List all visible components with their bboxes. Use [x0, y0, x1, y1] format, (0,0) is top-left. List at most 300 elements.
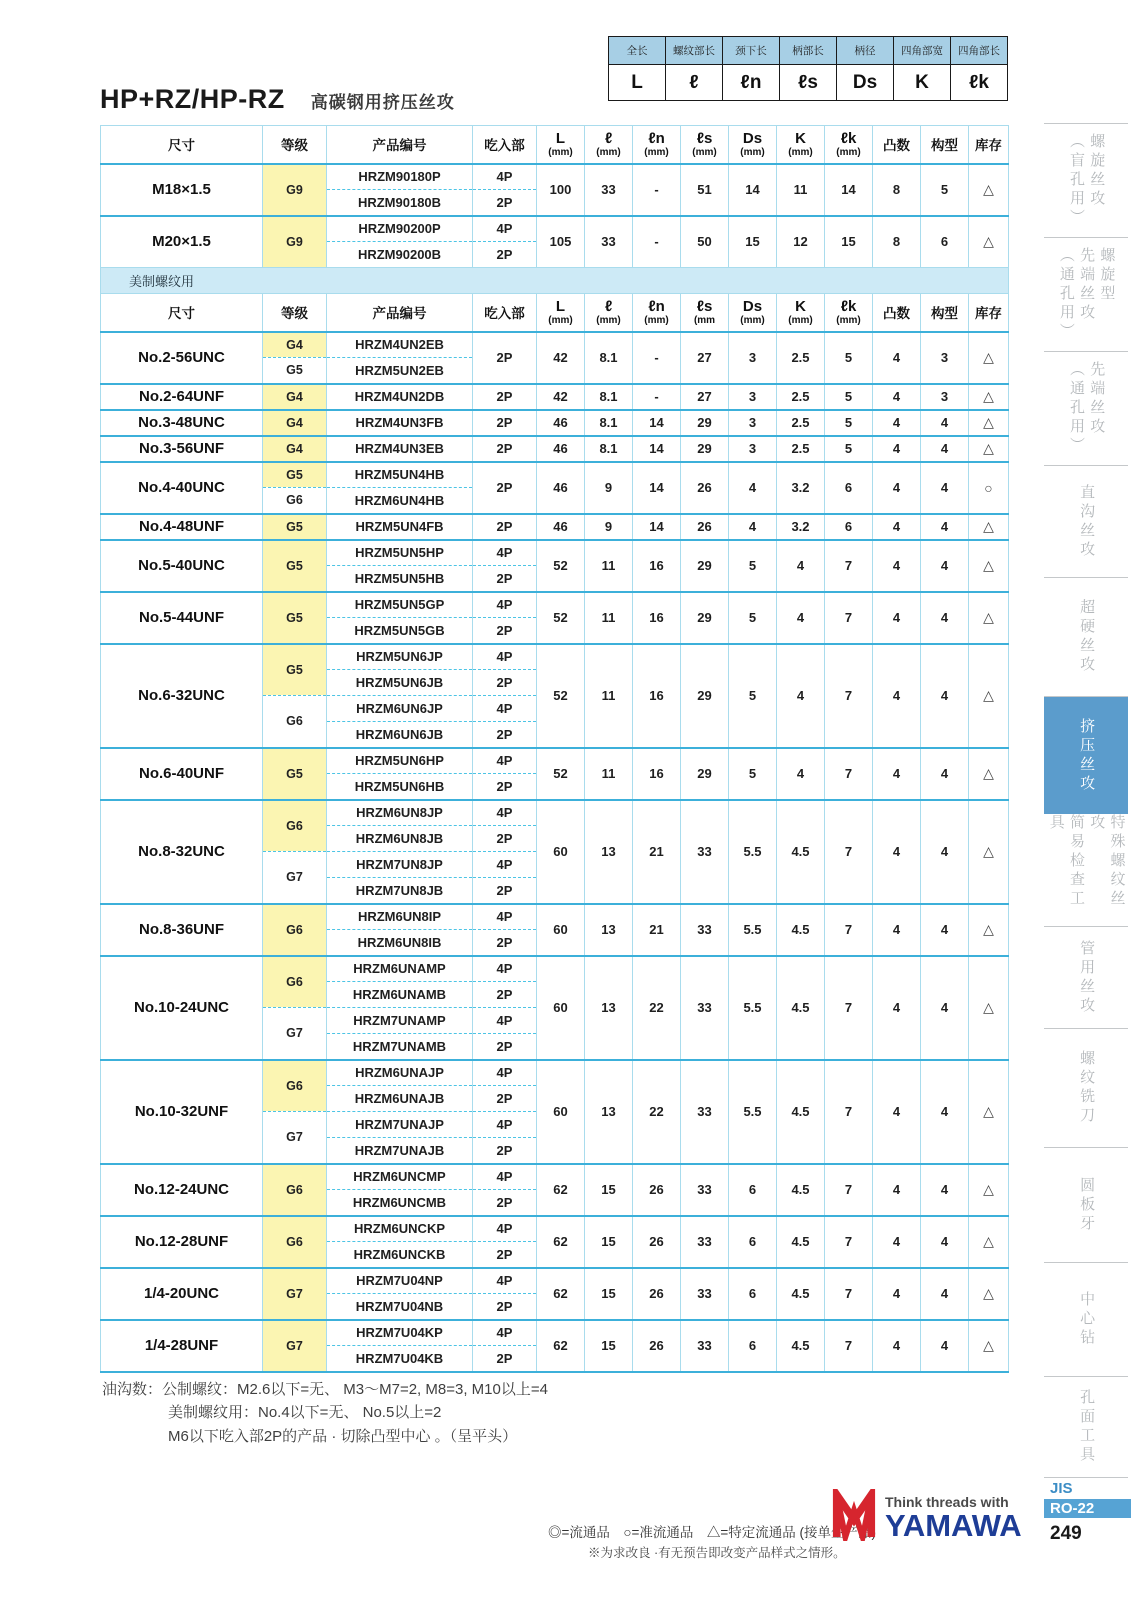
- product-row: [101, 904, 1009, 930]
- product-code-cell: HRZM90200B: [327, 242, 473, 268]
- spec-value-cell: 16: [633, 748, 681, 800]
- spec-value-cell: 5.5: [729, 800, 777, 904]
- stock-cell: △: [969, 644, 1009, 748]
- spec-header-row: [101, 126, 1009, 164]
- product-code-cell: HRZM5UN6HP: [327, 748, 473, 774]
- product-row: [101, 410, 1009, 436]
- product-code-cell: HRZM6UNCMB: [327, 1190, 473, 1216]
- spec-value-cell: 4: [921, 410, 969, 436]
- spec-value-cell: 3: [729, 410, 777, 436]
- col-header-chamfer: 吃入部: [473, 126, 537, 164]
- spec-value-cell: 22: [633, 1060, 681, 1164]
- sidebar-tab-11: [1044, 1377, 1128, 1478]
- metric-unit: (mm): [740, 146, 765, 158]
- spec-value-cell: 7: [825, 592, 873, 644]
- grade-cell: G7: [263, 1268, 327, 1320]
- chamfer-cell: 2P: [473, 1190, 537, 1216]
- metric-unit: (mm): [740, 314, 765, 326]
- spec-value-cell: 4: [777, 592, 825, 644]
- product-code-cell: HRZM6UN8JP: [327, 800, 473, 826]
- legend-symbol-cell: ℓ: [666, 65, 723, 101]
- spec-value-cell: 14: [633, 436, 681, 462]
- stock-cell: △: [969, 1268, 1009, 1320]
- chamfer-cell: 2P: [473, 982, 537, 1008]
- brand-text: [885, 1493, 1022, 1544]
- grade-cell: G6: [263, 800, 327, 852]
- legend-symbol-cell: Ds: [837, 65, 894, 101]
- spec-value-cell: 15: [585, 1268, 633, 1320]
- yamawa-monogram-icon: [831, 1489, 877, 1546]
- spec-value-cell: 6: [729, 1164, 777, 1216]
- metric-unit: (mm): [788, 146, 813, 158]
- product-code-cell: HRZM6UNAMB: [327, 982, 473, 1008]
- footnote-line: 美制螺纹用：No.4以下=无、 No.5以上=2: [168, 1404, 442, 1422]
- spec-value-cell: 46: [537, 436, 585, 462]
- sidebar-tab-label: 挤压丝攻: [1078, 717, 1096, 794]
- chamfer-cell: 4P: [473, 904, 537, 930]
- sidebar-tab-label: 螺旋型 先端丝攻 （通孔用）: [1057, 247, 1116, 342]
- col-header-size: 尺寸: [101, 294, 263, 332]
- chamfer-cell: 2P: [473, 410, 537, 436]
- chamfer-cell: 2P: [473, 618, 537, 644]
- spec-value-cell: 26: [633, 1268, 681, 1320]
- legend-symbol-cell: L: [609, 65, 666, 101]
- stock-cell: △: [969, 592, 1009, 644]
- spec-value-cell: 60: [537, 1060, 585, 1164]
- col-header-metric: [777, 126, 825, 164]
- chamfer-cell: 4P: [473, 1112, 537, 1138]
- size-cell: No.6-40UNF: [101, 748, 263, 800]
- spec-value-cell: 105: [537, 216, 585, 268]
- metric-unit: (mm: [693, 314, 716, 326]
- sidebar-tab-label: 直沟丝攻: [1078, 483, 1096, 560]
- stock-cell: △: [969, 956, 1009, 1060]
- spec-value-cell: 7: [825, 1060, 873, 1164]
- page-title: [100, 84, 455, 115]
- spec-value-cell: 4: [873, 540, 921, 592]
- spec-value-cell: 4: [873, 1268, 921, 1320]
- stock-cell: △: [969, 1164, 1009, 1216]
- stock-cell: △: [969, 514, 1009, 540]
- size-cell: 1/4-20UNC: [101, 1268, 263, 1320]
- product-row: [101, 1216, 1009, 1242]
- spec-value-cell: 15: [585, 1320, 633, 1372]
- metric-symbol: ℓs: [696, 130, 713, 147]
- chamfer-cell: 4P: [473, 852, 537, 878]
- product-code-cell: HRZM7UNAJP: [327, 1112, 473, 1138]
- spec-value-cell: 4: [921, 904, 969, 956]
- spec-value-cell: 14: [633, 514, 681, 540]
- spec-value-cell: 42: [537, 384, 585, 410]
- spec-value-cell: 2.5: [777, 332, 825, 384]
- size-cell: No.2-56UNC: [101, 332, 263, 384]
- stock-cell: △: [969, 904, 1009, 956]
- chamfer-cell: 2P: [473, 1346, 537, 1372]
- grade-cell: G6: [263, 488, 327, 514]
- spec-value-cell: 3.2: [777, 462, 825, 514]
- spec-value-cell: 11: [777, 164, 825, 216]
- chamfer-cell: 4P: [473, 1008, 537, 1034]
- spec-value-cell: 7: [825, 904, 873, 956]
- spec-value-cell: 46: [537, 410, 585, 436]
- spec-value-cell: 62: [537, 1164, 585, 1216]
- spec-value-cell: 5: [825, 436, 873, 462]
- col-header-metric: [537, 126, 585, 164]
- spec-value-cell: 60: [537, 904, 585, 956]
- product-code-cell: HRZM6UNCKB: [327, 1242, 473, 1268]
- product-row: [101, 592, 1009, 618]
- spec-value-cell: 5.5: [729, 1060, 777, 1164]
- spec-value-cell: 6: [825, 514, 873, 540]
- spec-value-cell: 29: [681, 540, 729, 592]
- legend-label-cell: 全长: [609, 37, 666, 65]
- spec-value-cell: 4.5: [777, 1320, 825, 1372]
- product-row: [101, 384, 1009, 410]
- spec-value-cell: 4: [873, 436, 921, 462]
- size-cell: 1/4-28UNF: [101, 1320, 263, 1372]
- product-spec-table: [100, 125, 1009, 1373]
- chamfer-cell: 2P: [473, 722, 537, 748]
- product-row: [101, 1060, 1009, 1086]
- spec-value-cell: 46: [537, 462, 585, 514]
- spec-value-cell: 62: [537, 1320, 585, 1372]
- grade-cell: G6: [263, 1060, 327, 1112]
- product-code-cell: HRZM7U04KB: [327, 1346, 473, 1372]
- spec-value-cell: 5: [825, 384, 873, 410]
- chamfer-cell: 4P: [473, 164, 537, 190]
- grade-cell: G7: [263, 1008, 327, 1060]
- grade-cell: G5: [263, 462, 327, 488]
- spec-value-cell: -: [633, 164, 681, 216]
- product-row: [101, 462, 1009, 488]
- spec-value-cell: 13: [585, 800, 633, 904]
- spec-value-cell: -: [633, 332, 681, 384]
- spec-value-cell: 11: [585, 592, 633, 644]
- product-model-title: HP+RZ/HP-RZ: [100, 84, 285, 114]
- col-header-stock: 库存: [969, 294, 1009, 332]
- metric-symbol: Ds: [742, 130, 763, 147]
- spec-value-cell: 4: [873, 956, 921, 1060]
- spec-value-cell: 4: [873, 748, 921, 800]
- chamfer-cell: 2P: [473, 384, 537, 410]
- metric-symbol: ℓ: [604, 298, 613, 315]
- spec-value-cell: 4.5: [777, 904, 825, 956]
- product-row: [101, 540, 1009, 566]
- product-code-cell: HRZM6UNAJP: [327, 1060, 473, 1086]
- dimension-legend-table: [608, 36, 1008, 101]
- brand-tagline: Think threads with: [885, 1493, 1009, 1510]
- product-code-cell: HRZM5UN6HB: [327, 774, 473, 800]
- product-code-cell: HRZM6UN4HB: [327, 488, 473, 514]
- col-header-metric: [729, 294, 777, 332]
- grade-cell: G5: [263, 748, 327, 800]
- chamfer-cell: 4P: [473, 1320, 537, 1346]
- sidebar-tab-label: 特殊螺纹丝攻 简易检查工具: [1047, 814, 1126, 909]
- chamfer-cell: 2P: [473, 1242, 537, 1268]
- size-cell: No.8-36UNF: [101, 904, 263, 956]
- product-code-cell: HRZM6UNAMP: [327, 956, 473, 982]
- product-code-cell: HRZM5UN4FB: [327, 514, 473, 540]
- spec-value-cell: 16: [633, 540, 681, 592]
- grade-cell: G5: [263, 358, 327, 384]
- chamfer-cell: 4P: [473, 956, 537, 982]
- product-code-cell: HRZM7UN8JP: [327, 852, 473, 878]
- grade-cell: G4: [263, 410, 327, 436]
- footnote-line: 油沟数：公制螺纹：M2.6以下=无、 M3～M7=2, M8=3, M10以上=4: [102, 1381, 548, 1398]
- spec-value-cell: 4: [729, 514, 777, 540]
- col-header-metric: [585, 126, 633, 164]
- spec-value-cell: 4: [873, 1060, 921, 1164]
- product-code-cell: HRZM5UN6JB: [327, 670, 473, 696]
- product-code-cell: HRZM5UN6JP: [327, 644, 473, 670]
- spec-value-cell: 4: [873, 462, 921, 514]
- sidebar-tab-4: [1044, 578, 1128, 697]
- grade-cell: G7: [263, 1112, 327, 1164]
- col-header-metric: [825, 126, 873, 164]
- product-code-cell: HRZM4UN2DB: [327, 384, 473, 410]
- chamfer-cell: 2P: [473, 1138, 537, 1164]
- chamfer-cell: 4P: [473, 1216, 537, 1242]
- product-code-cell: HRZM90180B: [327, 190, 473, 216]
- product-code-cell: HRZM5UN5HP: [327, 540, 473, 566]
- sidebar-tab-label: 圆板牙: [1078, 1176, 1096, 1234]
- spec-value-cell: 29: [681, 436, 729, 462]
- spec-value-cell: 6: [729, 1320, 777, 1372]
- spec-value-cell: 12: [777, 216, 825, 268]
- chamfer-cell: 2P: [473, 566, 537, 592]
- grade-cell: G5: [263, 540, 327, 592]
- size-cell: No.3-48UNC: [101, 410, 263, 436]
- sidebar-tab-label: 螺纹铣刀: [1078, 1050, 1096, 1126]
- metric-symbol: Ds: [742, 298, 763, 315]
- chamfer-cell: 2P: [473, 242, 537, 268]
- spec-value-cell: 15: [729, 216, 777, 268]
- spec-value-cell: 26: [633, 1164, 681, 1216]
- disclaimer-note: ※为求改良 ·有无预告即改变产品样式之情形。: [588, 1546, 846, 1560]
- spec-value-cell: 4.5: [777, 1268, 825, 1320]
- sidebar-tab-2: [1044, 352, 1128, 466]
- spec-value-cell: 2.5: [777, 436, 825, 462]
- col-header-metric: [681, 126, 729, 164]
- spec-value-cell: 3: [921, 332, 969, 384]
- col-header-stock: 库存: [969, 126, 1009, 164]
- brand-logo: [831, 1489, 1022, 1546]
- sidebar-tab-7: [1044, 927, 1128, 1029]
- spec-value-cell: 13: [585, 1060, 633, 1164]
- chamfer-cell: 2P: [473, 1034, 537, 1060]
- product-row: [101, 956, 1009, 982]
- spec-value-cell: 4: [921, 1164, 969, 1216]
- spec-value-cell: 11: [585, 644, 633, 748]
- metric-symbol: ℓk: [840, 130, 857, 147]
- spec-value-cell: 7: [825, 800, 873, 904]
- spec-value-cell: 21: [633, 904, 681, 956]
- spec-value-cell: 3: [729, 384, 777, 410]
- grade-cell: G7: [263, 1320, 327, 1372]
- size-cell: No.3-56UNF: [101, 436, 263, 462]
- legend-label-cell: 颈下长: [723, 37, 780, 65]
- spec-value-cell: 26: [681, 462, 729, 514]
- chamfer-cell: 2P: [473, 462, 537, 514]
- size-cell: No.6-32UNC: [101, 644, 263, 748]
- spec-value-cell: 29: [681, 410, 729, 436]
- spec-value-cell: 13: [585, 956, 633, 1060]
- spec-value-cell: 4: [921, 1216, 969, 1268]
- chamfer-cell: 4P: [473, 800, 537, 826]
- col-header-metric: [585, 294, 633, 332]
- spec-value-cell: 5: [729, 644, 777, 748]
- spec-value-cell: 4: [921, 514, 969, 540]
- size-cell: No.12-24UNC: [101, 1164, 263, 1216]
- metric-unit: (mm): [548, 146, 573, 158]
- col-header-metric: [633, 126, 681, 164]
- sidebar-tab-label: 螺旋丝攻 （盲孔用）: [1068, 133, 1106, 228]
- product-row: [101, 436, 1009, 462]
- grade-cell: G7: [263, 852, 327, 904]
- spec-value-cell: 14: [633, 462, 681, 514]
- spec-value-cell: 27: [681, 384, 729, 410]
- spec-value-cell: 4: [873, 384, 921, 410]
- product-code-cell: HRZM6UN8IP: [327, 904, 473, 930]
- spec-value-cell: 4: [873, 1320, 921, 1372]
- metric-symbol: ℓn: [648, 130, 665, 147]
- spec-value-cell: 26: [633, 1216, 681, 1268]
- stock-cell: △: [969, 1060, 1009, 1164]
- product-row: [101, 332, 1009, 358]
- chamfer-cell: 2P: [473, 514, 537, 540]
- sidebar-tab-6: [1044, 814, 1128, 927]
- legend-label-cell: 螺纹部长: [666, 37, 723, 65]
- spec-value-cell: 2.5: [777, 384, 825, 410]
- product-row: [101, 216, 1009, 242]
- spec-value-cell: 21: [633, 800, 681, 904]
- spec-value-cell: 22: [633, 956, 681, 1060]
- metric-symbol: ℓn: [648, 298, 665, 315]
- col-header-grade: 等级: [263, 126, 327, 164]
- sidebar-tab-label: 孔面工具: [1078, 1389, 1096, 1465]
- spec-value-cell: 33: [681, 1216, 729, 1268]
- product-code-cell: HRZM90200P: [327, 216, 473, 242]
- spec-value-cell: 4: [921, 748, 969, 800]
- metric-symbol: K: [795, 130, 806, 147]
- size-cell: No.4-48UNF: [101, 514, 263, 540]
- col-header-form: 构型: [921, 294, 969, 332]
- spec-value-cell: 5: [825, 332, 873, 384]
- spec-value-cell: 50: [681, 216, 729, 268]
- spec-value-cell: 5: [825, 410, 873, 436]
- sidebar-tab-9: [1044, 1148, 1128, 1263]
- spec-value-cell: 14: [729, 164, 777, 216]
- spec-value-cell: 8.1: [585, 436, 633, 462]
- spec-value-cell: 4: [873, 514, 921, 540]
- sidebar-tab-8: [1044, 1029, 1128, 1148]
- grade-cell: G4: [263, 332, 327, 358]
- grade-cell: G5: [263, 514, 327, 540]
- stock-cell: △: [969, 1320, 1009, 1372]
- spec-value-cell: 3: [921, 384, 969, 410]
- spec-value-cell: 62: [537, 1268, 585, 1320]
- chamfer-cell: 2P: [473, 930, 537, 956]
- size-cell: No.4-40UNC: [101, 462, 263, 514]
- spec-value-cell: 33: [585, 216, 633, 268]
- product-code-cell: HRZM4UN2EB: [327, 332, 473, 358]
- chamfer-cell: 4P: [473, 216, 537, 242]
- size-cell: No.5-44UNF: [101, 592, 263, 644]
- spec-value-cell: 26: [681, 514, 729, 540]
- stock-cell: △: [969, 540, 1009, 592]
- spec-value-cell: 29: [681, 748, 729, 800]
- metric-unit: (mm): [692, 146, 717, 158]
- product-code-cell: HRZM90180P: [327, 164, 473, 190]
- spec-value-cell: 4: [921, 462, 969, 514]
- stock-cell: △: [969, 164, 1009, 216]
- stock-cell: △: [969, 410, 1009, 436]
- chamfer-cell: 4P: [473, 592, 537, 618]
- spec-value-cell: 4: [729, 462, 777, 514]
- product-code-cell: HRZM4UN3FB: [327, 410, 473, 436]
- stock-cell: △: [969, 800, 1009, 904]
- product-code-cell: HRZM6UNAJB: [327, 1086, 473, 1112]
- spec-value-cell: 14: [633, 410, 681, 436]
- size-cell: No.2-64UNF: [101, 384, 263, 410]
- spec-value-cell: 15: [585, 1216, 633, 1268]
- grade-cell: G9: [263, 216, 327, 268]
- chamfer-cell: 2P: [473, 670, 537, 696]
- col-header-grade: 等级: [263, 294, 327, 332]
- spec-value-cell: 8.1: [585, 410, 633, 436]
- legend-symbol-cell: K: [894, 65, 951, 101]
- legend-label-cell: 四角部宽: [894, 37, 951, 65]
- spec-value-cell: 4: [873, 332, 921, 384]
- legend-symbol-cell: ℓs: [780, 65, 837, 101]
- spec-value-cell: 4.5: [777, 1164, 825, 1216]
- spec-value-cell: 29: [681, 592, 729, 644]
- metric-symbol: L: [555, 298, 566, 315]
- metric-unit: (mm): [788, 314, 813, 326]
- sidebar-tab-label: 管用丝攻: [1078, 939, 1096, 1016]
- chamfer-cell: 2P: [473, 774, 537, 800]
- spec-value-cell: 6: [729, 1268, 777, 1320]
- spec-value-cell: 5: [921, 164, 969, 216]
- spec-value-cell: 29: [681, 644, 729, 748]
- section-row: [101, 268, 1009, 294]
- page-info-block: [1044, 1479, 1131, 1550]
- spec-value-cell: 9: [585, 514, 633, 540]
- sidebar-tab-3: [1044, 466, 1128, 578]
- spec-value-cell: 7: [825, 1164, 873, 1216]
- chamfer-cell: 2P: [473, 1086, 537, 1112]
- spec-value-cell: 15: [825, 216, 873, 268]
- spec-value-cell: 5.5: [729, 956, 777, 1060]
- metric-unit: (mm): [644, 146, 669, 158]
- product-code-cell: HRZM5UN5GB: [327, 618, 473, 644]
- spec-value-cell: 33: [681, 1164, 729, 1216]
- spec-value-cell: 4: [873, 800, 921, 904]
- stock-cell: △: [969, 216, 1009, 268]
- product-description-title: 高碳钢用挤压丝攻: [310, 93, 455, 112]
- product-row: [101, 1164, 1009, 1190]
- spec-value-cell: 52: [537, 644, 585, 748]
- chamfer-cell: 4P: [473, 644, 537, 670]
- product-code-cell: HRZM6UN6JP: [327, 696, 473, 722]
- spec-value-cell: 4: [921, 800, 969, 904]
- spec-value-cell: 51: [681, 164, 729, 216]
- spec-value-cell: 4: [921, 540, 969, 592]
- spec-value-cell: 4: [921, 1320, 969, 1372]
- metric-unit: (mm): [596, 314, 621, 326]
- metric-unit: (mm): [644, 314, 669, 326]
- product-code-cell: HRZM7UNAMB: [327, 1034, 473, 1060]
